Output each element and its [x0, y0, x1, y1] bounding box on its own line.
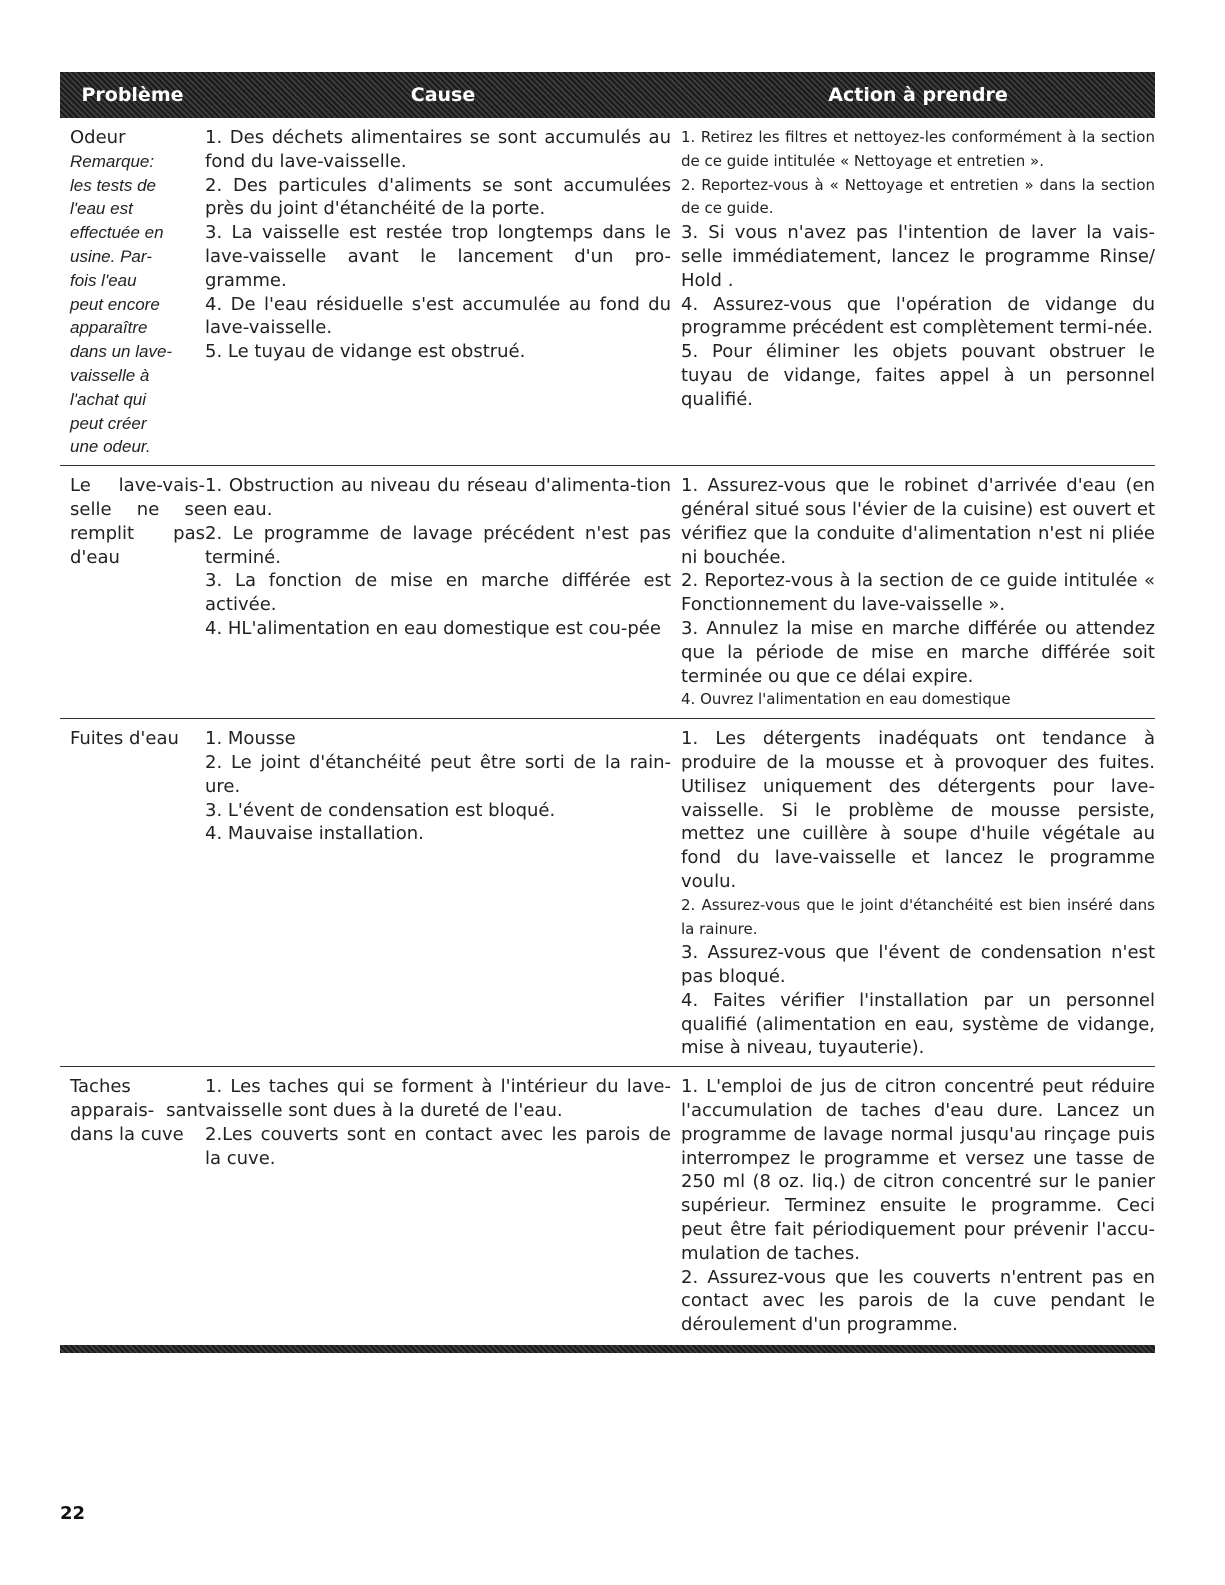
problem-note-line: usine. Par- [70, 246, 152, 266]
problem-note-line: l'achat qui [70, 389, 147, 409]
cause-item: 2. Des particules d'aliments se sont accumulées près du joint d'étanchéité de la porte. [205, 174, 671, 220]
cause-item: 4. De l'eau résiduelle s'est accumulée au fond du lave-vaisselle. [205, 293, 671, 339]
table-row [60, 466, 1155, 719]
action-cell [681, 727, 1155, 1060]
cause-item: 4. HL'alimentation en eau domestique est cou-pée [205, 617, 661, 639]
problem-note-line: l'eau est [70, 199, 133, 219]
cause-item: 1. Mousse [205, 728, 296, 750]
problem-note-line: effectuée en [70, 223, 164, 243]
action-cell [681, 474, 1155, 712]
cause-item: 2. Le joint d'étanchéité peut être sorti de la rain-ure. [205, 751, 671, 797]
cause-cell [205, 474, 681, 712]
action-item: 1. Les détergents inadéquats ont tendance à produire de la mousse et à provoquer des fuites. Utilisez uniquement des détergents pour lave-vaisselle. Si le problème de mousse persiste, mettez une cuillère à soupe d'huile végétale au fond du lave-vaisselle et lancez le programme voulu. [681, 728, 1155, 892]
page-number: 22 [60, 1503, 86, 1524]
table-row [60, 118, 1155, 466]
problem-cell [60, 126, 205, 459]
cause-item: 3. L'évent de condensation est bloqué. [205, 799, 556, 821]
problem-note-line: dans un lave- [70, 342, 173, 362]
problem-cell [60, 474, 205, 712]
table-row [60, 1067, 1155, 1345]
action-item: 1. Assurez-vous que le robinet d'arrivée d'eau (en général situé sous l'évier de la cuisine) est ouvert et vérifiez que la conduite d'alimentation n'est ni pliée ni bouchée. [681, 475, 1155, 568]
table-header [60, 72, 1155, 118]
action-item: 3. Si vous n'avez pas l'intention de laver la vais-selle immédiatement, lancez le programme Rinse/ Hold . [681, 222, 1155, 291]
action-cell [681, 126, 1155, 459]
problem-note-line: peut encore [70, 294, 160, 314]
problem-note-line: vaisselle à [70, 365, 150, 385]
cause-cell [205, 1075, 681, 1337]
action-item: 3. Annulez la mise en marche différée ou attendez que la période de mise en marche différée soit terminée ou que ce délai expire. [681, 617, 1155, 687]
action-item: 2. Reportez-vous à « Nettoyage et entretien » dans la section de ce guide. [681, 175, 1155, 218]
action-item: 5. Pour éliminer les objets pouvant obstruer le tuyau de vidange, faites appel à un personnel qualifié. [681, 341, 1155, 410]
problem-text: Odeur [70, 127, 126, 148]
cause-item: 1. Des déchets alimentaires se sont accumulés au fond du lave-vaisselle. [205, 127, 671, 172]
cause-cell [205, 126, 681, 459]
troubleshooting-table [60, 72, 1155, 1353]
cause-item: 1. Les taches qui se forment à l'intérieur du lave-vaisselle sont dues à la dureté de l'eau. [205, 1076, 671, 1122]
cause-item: 2.Les couverts sont en contact avec les parois de la cuve. [205, 1123, 671, 1169]
action-cell [681, 1075, 1155, 1337]
problem-text: Le lave-vais- selle ne se remplit pas d'eau [70, 475, 205, 568]
header-cause: Cause [410, 84, 476, 106]
problem-note-line: une odeur. [70, 437, 151, 457]
action-item: 4. Ouvrez l'alimentation en eau domestique [681, 690, 1011, 709]
table-bottom-bar [60, 1345, 1155, 1353]
problem-text: Taches apparais- sant dans la cuve [70, 1076, 205, 1145]
cause-item: 5. Le tuyau de vidange est obstrué. [205, 341, 526, 363]
action-item: 4. Faites vérifier l'installation par un personnel qualifié (alimentation en eau, système de vidange, mise à niveau, tuyauterie). [681, 989, 1155, 1059]
cause-item: 2. Le programme de lavage précédent n'est pas terminé. [205, 522, 671, 568]
cause-item: 1. Obstruction au niveau du réseau d'alimenta-tion en eau. [205, 475, 671, 520]
header-action: Action à prendre [828, 84, 1008, 106]
problem-note-line: apparaître [70, 318, 148, 338]
cause-item: 3. La vaisselle est restée trop longtemps dans le lave-vaisselle avant le lancement d'un pro-gramme. [205, 222, 671, 291]
action-item: 4. Assurez-vous que l'opération de vidange du programme précédent est complètement termi-née. [681, 293, 1155, 339]
problem-note-line: fois l'eau [70, 270, 137, 290]
problem-note-line: Remarque: [70, 151, 155, 171]
cause-item: 4. Mauvaise installation. [205, 823, 424, 845]
action-item: 2. Reportez-vous à la section de ce guide intitulée « Fonctionnement du lave-vaisselle ». [681, 570, 1155, 616]
cause-cell [205, 727, 681, 1060]
action-item: 2. Assurez-vous que le joint d'étanchéité est bien inséré dans la rainure. [681, 895, 1155, 938]
cause-item: 3. La fonction de mise en marche différée est activée. [205, 570, 671, 616]
table-row [60, 719, 1155, 1067]
action-item: 3. Assurez-vous que l'évent de condensation n'est pas bloqué. [681, 942, 1155, 988]
problem-note-line: les tests de [70, 175, 156, 195]
action-item: 1. L'emploi de jus de citron concentré peut réduire l'accumulation de taches d'eau dure. Lancez un programme de lavage normal jusqu'au rinçage puis interrompez le programme et versez une tasse de 250 ml (8 oz. liq.) de citron concentré sur le panier supérieur. Terminez ensuite le programme. Ceci peut être fait périodiquement pour prévenir l'accu-mulation de taches. [681, 1076, 1155, 1264]
action-item: 1. Retirez les filtres et nettoyez-les conformément à la section de ce guide intitulée « Nettoyage et entretien ». [681, 128, 1155, 170]
problem-note-line: peut créer [70, 413, 147, 433]
problem-text: Fuites d'eau [70, 728, 179, 750]
problem-cell [60, 727, 205, 1060]
header-problem: Problème [81, 84, 184, 106]
action-item: 2. Assurez-vous que les couverts n'entrent pas en contact avec les parois de la cuve pendant le déroulement d'un programme. [681, 1266, 1155, 1336]
problem-cell [60, 1075, 205, 1337]
